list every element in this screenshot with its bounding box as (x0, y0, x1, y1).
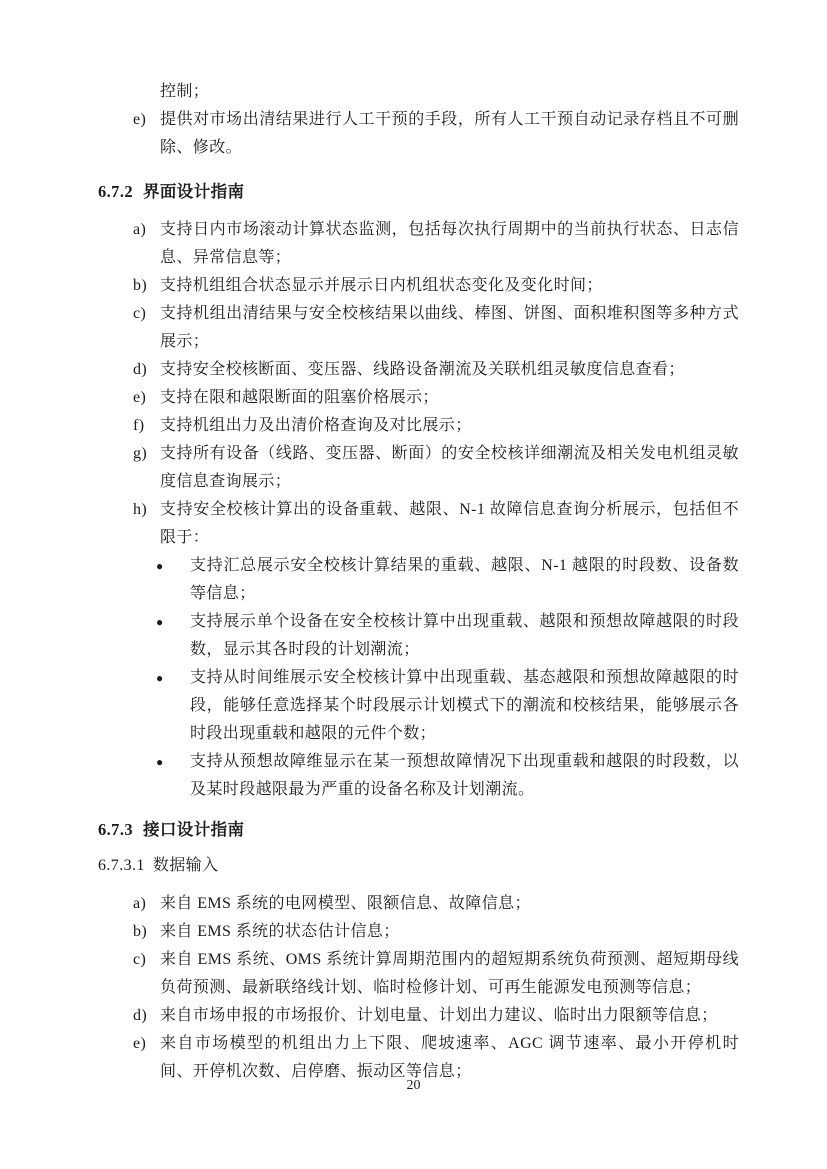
list-item-label: e) (133, 1035, 147, 1052)
list-item (98, 1002, 739, 1030)
list-item-text: 来自市场申报的市场报价、计划电量、计划出力建议、临时出力限额等信息； (160, 1007, 718, 1024)
sub-bullet-item (98, 552, 739, 608)
list-item-text: 支持安全校核断面、变压器、线路设备潮流及关联机组灵敏度信息查看； (160, 361, 685, 378)
list-item-label: f) (133, 417, 145, 434)
sub-bullet-text: 支持从时间维展示安全校核计算中出现重载、基态越限和预想故障越限的时段，能够任意选择某个时段展示计划模式下的潮流和校核结果，能够展示各时段出现重载和越限的元件个数； (190, 669, 739, 742)
section-heading-673 (98, 814, 739, 846)
list-item (98, 272, 739, 300)
sub-bullet-item (98, 608, 739, 664)
list-item (98, 216, 739, 272)
list-item-label: d) (133, 1007, 148, 1024)
list-item (98, 946, 739, 1002)
list-item-label: c) (133, 951, 147, 968)
list-item-label: e) (133, 389, 147, 406)
carryover-line: 控制； (160, 83, 210, 100)
section-title: 接口设计指南 (143, 821, 245, 839)
list-item-text: 来自市场模型的机组出力上下限、爬坡速率、AGC 调节速率、最小开停机时间、开停机次数、启停磨、振动区等信息； (160, 1035, 739, 1080)
bullet-icon: ● (156, 755, 164, 769)
sub-bullet-text: 支持从预想故障维显示在某一预想故障情况下出现重载和越限的时段数，以及某时段越限最为严重的设备名称及计划潮流。 (190, 753, 739, 798)
list-item-label: a) (133, 221, 147, 238)
list-item (98, 384, 739, 412)
subsection-number: 6.7.3.1 (98, 857, 145, 874)
list-item (98, 412, 739, 440)
list-item-text: 来自 EMS 系统的状态估计信息； (160, 923, 400, 940)
list-item-text: 支持机组出清结果与安全校核结果以曲线、棒图、饼图、面积堆积图等多种方式展示； (160, 305, 739, 350)
sub-bullet-text: 支持展示单个设备在安全校核计算中出现重载、越限和预想故障越限的时段数，显示其各时段的计划潮流； (190, 613, 739, 658)
list-item-label: a) (133, 895, 147, 912)
section-title: 界面设计指南 (143, 183, 245, 201)
list-item-label: d) (133, 361, 148, 378)
list-item-text: 支持所有设备（线路、变压器、断面）的安全校核详细潮流及相关发电机组灵敏度信息查询展示； (160, 445, 739, 490)
bullet-icon: ● (156, 671, 164, 685)
list-item-label: b) (133, 277, 148, 294)
list-item-label: e) (133, 111, 147, 128)
page-number: 20 (406, 1078, 421, 1093)
list-item-text: 支持安全校核计算出的设备重载、越限、N-1 故障信息查询分析展示，包括但不限于： (160, 501, 739, 546)
list-item (98, 356, 739, 384)
list-item (98, 106, 739, 162)
section-number: 6.7.3 (98, 820, 133, 839)
bullet-icon: ● (156, 615, 164, 629)
sub-bullet-item (98, 748, 739, 804)
list-item (98, 440, 739, 496)
list-item-text: 支持机组组合状态显示并展示日内机组状态变化及变化时间； (160, 277, 603, 294)
list-item (98, 890, 739, 918)
list-item (98, 496, 739, 552)
list-item-text: 支持在限和越限断面的阻塞价格展示； (160, 389, 439, 406)
section-heading-672 (98, 176, 739, 208)
list-item-label: b) (133, 923, 148, 940)
bullet-icon: ● (156, 559, 164, 573)
list-item-text: 来自 EMS 系统、OMS 系统计算周期范围内的超短期系统负荷预测、超短期母线负荷预测、最新联络线计划、临时检修计划、可再生能源发电预测等信息； (160, 951, 739, 996)
list-item-text: 支持日内市场滚动计算状态监测，包括每次执行周期中的当前执行状态、日志信息、异常信息等； (160, 221, 739, 266)
list-item-label: h) (133, 501, 148, 518)
page-body (98, 78, 739, 1086)
list-item-label: c) (133, 305, 147, 322)
sub-bullet-text: 支持汇总展示安全校核计算结果的重载、越限、N-1 越限的时段数、设备数等信息； (190, 557, 739, 602)
sub-bullet-item (98, 664, 739, 748)
list-item-text: 提供对市场出清结果进行人工干预的手段，所有人工干预自动记录存档且不可删除、修改。 (160, 111, 739, 156)
list-item-text: 支持机组出力及出清价格查询及对比展示； (160, 417, 472, 434)
list-item (98, 918, 739, 946)
section-number: 6.7.2 (98, 182, 133, 201)
list-item-label: g) (133, 445, 148, 462)
subsection-heading-6731 (98, 852, 739, 880)
subsection-title: 数据输入 (152, 857, 219, 874)
list-item (98, 300, 739, 356)
list-item-text: 来自 EMS 系统的电网模型、限额信息、故障信息； (160, 895, 531, 912)
